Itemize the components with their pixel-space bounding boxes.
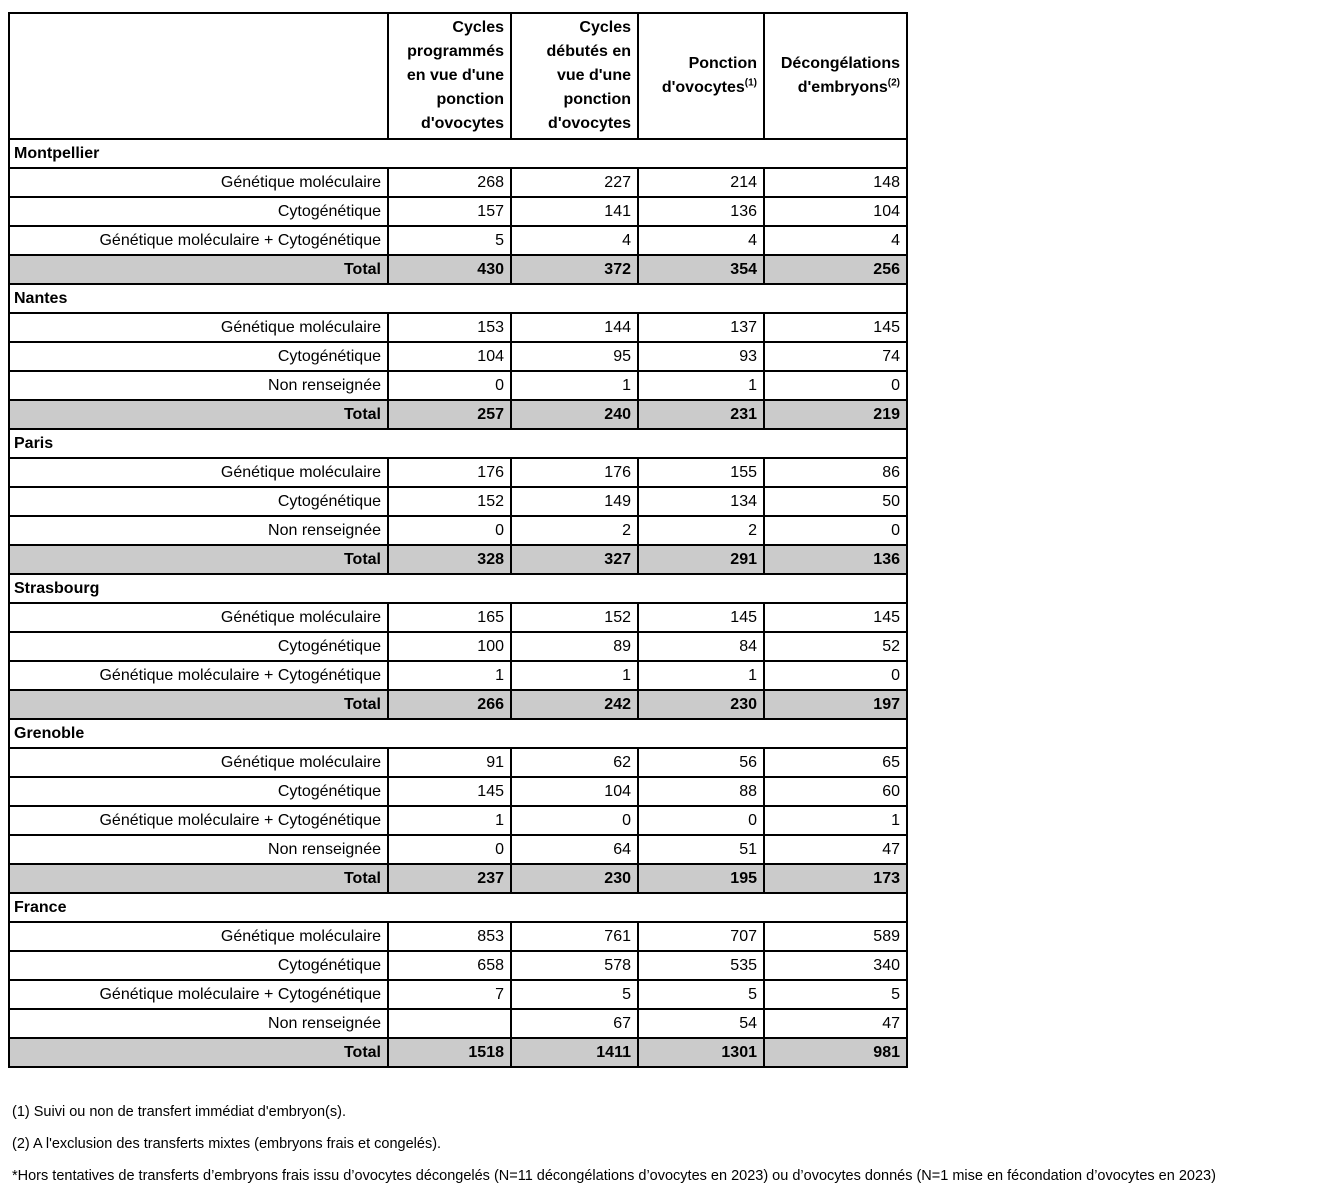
header-row [9,13,907,139]
total-row [9,690,907,719]
data-row [9,748,907,777]
value-cell: 5 [764,980,907,1009]
total-label-cell: Total [9,545,388,574]
value-cell: 67 [511,1009,638,1038]
total-value-cell: 230 [511,864,638,893]
data-row [9,371,907,400]
data-row [9,951,907,980]
section-name-cell: Paris [9,429,907,458]
value-cell: 137 [638,313,764,342]
row-label-cell: Cytogénétique [9,951,388,980]
value-cell: 165 [388,603,511,632]
value-cell: 4 [764,226,907,255]
column-header-4 [764,13,907,139]
total-label-cell: Total [9,690,388,719]
value-cell: 47 [764,1009,907,1038]
value-cell: 157 [388,197,511,226]
row-label-cell: Cytogénétique [9,777,388,806]
total-value-cell: 231 [638,400,764,429]
value-cell: 47 [764,835,907,864]
data-row [9,313,907,342]
total-value-cell: 354 [638,255,764,284]
value-cell: 88 [638,777,764,806]
total-value-cell: 372 [511,255,638,284]
table-body [9,139,907,1067]
value-cell: 54 [638,1009,764,1038]
value-cell: 136 [638,197,764,226]
row-label-cell: Génétique moléculaire [9,748,388,777]
total-value-cell: 173 [764,864,907,893]
column-header-2 [511,13,638,139]
value-cell: 4 [638,226,764,255]
value-cell: 707 [638,922,764,951]
value-cell: 0 [764,516,907,545]
section-name-cell: Montpellier [9,139,907,168]
value-cell: 134 [638,487,764,516]
footnote-reference: (2) [887,77,900,89]
results-table [8,12,908,1068]
row-label-cell: Génétique moléculaire + Cytogénétique [9,661,388,690]
total-row [9,864,907,893]
value-cell: 60 [764,777,907,806]
data-row [9,458,907,487]
total-value-cell: 430 [388,255,511,284]
row-label-cell: Génétique moléculaire [9,313,388,342]
column-header-3 [638,13,764,139]
footnote-asterisk: *Hors tentatives de transferts d’embryons frais issu d’ovocytes décongelés (N=11 décongélations d’ovocytes en 2023) ou d’ovocytes donnés (N=1 mise en fécondation d’ovocytes en 2023) [12,1168,1216,1184]
value-cell: 91 [388,748,511,777]
footnote-reference: (1) [744,77,757,89]
data-row [9,168,907,197]
row-label-cell: Cytogénétique [9,197,388,226]
value-cell: 1 [764,806,907,835]
value-cell: 104 [388,342,511,371]
data-row [9,835,907,864]
value-cell: 52 [764,632,907,661]
value-cell: 145 [388,777,511,806]
row-label-cell: Génétique moléculaire [9,603,388,632]
section-header-row [9,429,907,458]
value-cell: 1 [388,661,511,690]
section-name-cell: Strasbourg [9,574,907,603]
value-cell [388,1009,511,1038]
value-cell: 0 [511,806,638,835]
value-cell: 268 [388,168,511,197]
total-value-cell: 256 [764,255,907,284]
total-label-cell: Total [9,864,388,893]
value-cell: 152 [511,603,638,632]
value-cell: 0 [764,661,907,690]
total-value-cell: 327 [511,545,638,574]
data-row [9,632,907,661]
value-cell: 104 [764,197,907,226]
total-value-cell: 328 [388,545,511,574]
value-cell: 93 [638,342,764,371]
data-row [9,806,907,835]
row-label-cell: Non renseignée [9,516,388,545]
section-header-row [9,139,907,168]
total-value-cell: 1518 [388,1038,511,1067]
value-cell: 149 [511,487,638,516]
total-value-cell: 257 [388,400,511,429]
row-label-cell: Non renseignée [9,1009,388,1038]
footnotes [8,1104,1328,1184]
value-cell: 62 [511,748,638,777]
row-label-cell: Cytogénétique [9,342,388,371]
value-cell: 658 [388,951,511,980]
value-cell: 148 [764,168,907,197]
column-header-label: Ponction d'ovocytes [661,55,757,96]
value-cell: 155 [638,458,764,487]
total-row [9,545,907,574]
row-label-cell: Génétique moléculaire + Cytogénétique [9,226,388,255]
value-cell: 86 [764,458,907,487]
value-cell: 214 [638,168,764,197]
total-value-cell: 197 [764,690,907,719]
data-row [9,1009,907,1038]
data-row [9,661,907,690]
data-row [9,226,907,255]
value-cell: 4 [511,226,638,255]
total-label-cell: Total [9,1038,388,1067]
value-cell: 589 [764,922,907,951]
row-label-cell: Non renseignée [9,835,388,864]
value-cell: 152 [388,487,511,516]
value-cell: 74 [764,342,907,371]
value-cell: 1 [638,661,764,690]
total-value-cell: 242 [511,690,638,719]
column-header-label: Cycles débutés en vue d'une ponction d'ovocytes [546,19,631,132]
data-row [9,342,907,371]
section-name-cell: France [9,893,907,922]
total-value-cell: 1411 [511,1038,638,1067]
data-row [9,603,907,632]
value-cell: 5 [511,980,638,1009]
value-cell: 1 [511,371,638,400]
total-value-cell: 237 [388,864,511,893]
table-header [9,13,907,139]
section-name-cell: Nantes [9,284,907,313]
footnote-2: (2) A l'exclusion des transferts mixtes (embryons frais et congelés). [12,1136,442,1152]
row-label-cell: Génétique moléculaire + Cytogénétique [9,806,388,835]
value-cell: 50 [764,487,907,516]
total-value-cell: 195 [638,864,764,893]
column-header-1 [388,13,511,139]
total-label-cell: Total [9,400,388,429]
data-row [9,980,907,1009]
value-cell: 89 [511,632,638,661]
value-cell: 145 [638,603,764,632]
value-cell: 84 [638,632,764,661]
row-label-cell: Génétique moléculaire [9,458,388,487]
value-cell: 578 [511,951,638,980]
value-cell: 535 [638,951,764,980]
value-cell: 176 [388,458,511,487]
value-cell: 64 [511,835,638,864]
value-cell: 227 [511,168,638,197]
value-cell: 0 [638,806,764,835]
total-row [9,400,907,429]
data-row [9,777,907,806]
row-label-cell: Cytogénétique [9,632,388,661]
row-label-cell: Cytogénétique [9,487,388,516]
section-header-row [9,574,907,603]
value-cell: 176 [511,458,638,487]
value-cell: 5 [388,226,511,255]
value-cell: 0 [764,371,907,400]
total-row [9,255,907,284]
row-label-cell: Non renseignée [9,371,388,400]
value-cell: 95 [511,342,638,371]
row-label-column-header [9,13,388,139]
data-row [9,516,907,545]
footnote-1: (1) Suivi ou non de transfert immédiat d'embryon(s). [12,1104,346,1120]
total-value-cell: 230 [638,690,764,719]
value-cell: 340 [764,951,907,980]
value-cell: 104 [511,777,638,806]
value-cell: 141 [511,197,638,226]
value-cell: 145 [764,313,907,342]
total-value-cell: 291 [638,545,764,574]
value-cell: 7 [388,980,511,1009]
value-cell: 853 [388,922,511,951]
value-cell: 145 [764,603,907,632]
value-cell: 0 [388,835,511,864]
total-label-cell: Total [9,255,388,284]
value-cell: 1 [638,371,764,400]
value-cell: 0 [388,371,511,400]
value-cell: 100 [388,632,511,661]
column-header-label: Cycles programmés en vue d'une ponction d'ovocytes [406,19,504,132]
section-header-row [9,284,907,313]
value-cell: 5 [638,980,764,1009]
data-row [9,197,907,226]
data-row [9,922,907,951]
column-header-label: Décongélations d'embryons [780,55,900,96]
value-cell: 2 [511,516,638,545]
value-cell: 144 [511,313,638,342]
value-cell: 51 [638,835,764,864]
value-cell: 2 [638,516,764,545]
section-header-row [9,719,907,748]
value-cell: 153 [388,313,511,342]
value-cell: 56 [638,748,764,777]
total-row [9,1038,907,1067]
total-value-cell: 266 [388,690,511,719]
total-value-cell: 240 [511,400,638,429]
value-cell: 1 [511,661,638,690]
total-value-cell: 219 [764,400,907,429]
total-value-cell: 981 [764,1038,907,1067]
section-header-row [9,893,907,922]
value-cell: 0 [388,516,511,545]
section-name-cell: Grenoble [9,719,907,748]
row-label-cell: Génétique moléculaire + Cytogénétique [9,980,388,1009]
row-label-cell: Génétique moléculaire [9,168,388,197]
total-value-cell: 1301 [638,1038,764,1067]
value-cell: 761 [511,922,638,951]
value-cell: 1 [388,806,511,835]
data-row [9,487,907,516]
value-cell: 65 [764,748,907,777]
row-label-cell: Génétique moléculaire [9,922,388,951]
total-value-cell: 136 [764,545,907,574]
